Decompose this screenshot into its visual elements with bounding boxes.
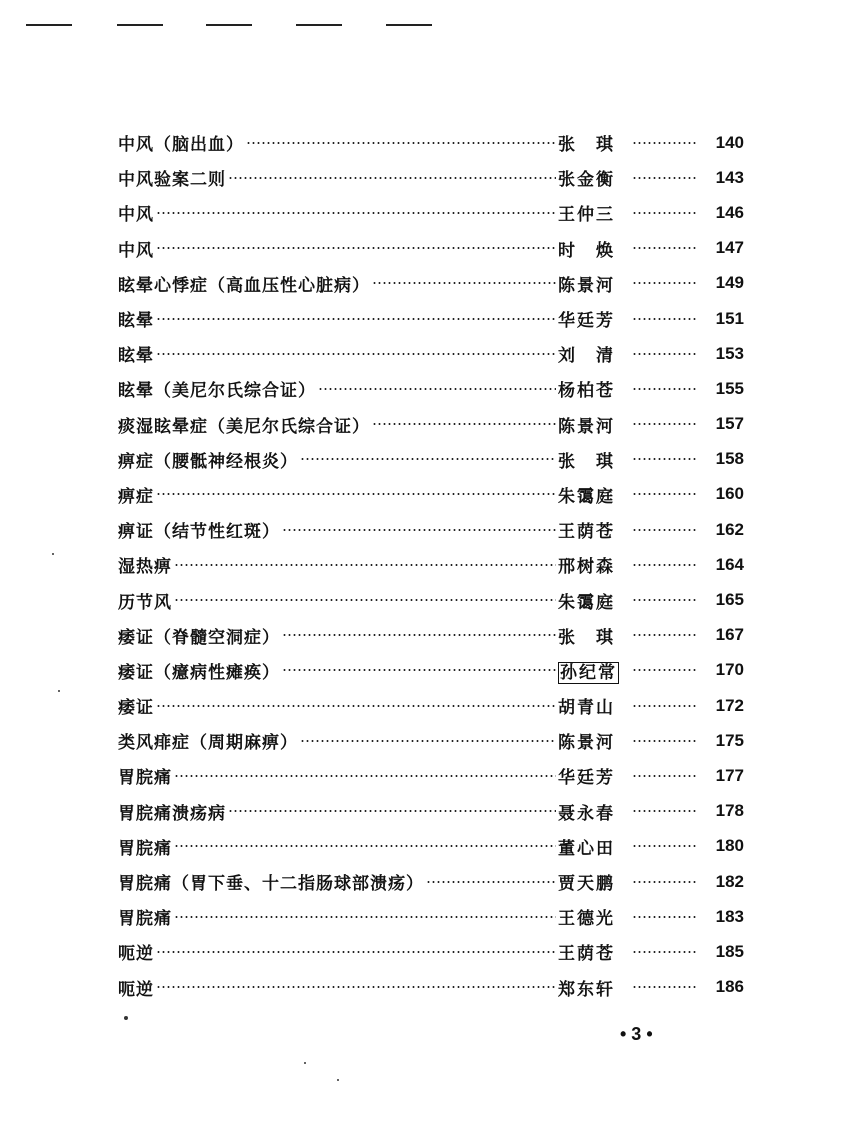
dot-leader — [174, 775, 556, 777]
toc-entry — [118, 794, 744, 829]
toc-entry-page: 160 — [715, 484, 744, 504]
toc-entry — [118, 618, 744, 653]
dot-leader — [300, 458, 556, 460]
toc-entry-author-text: 王荫苍 — [558, 944, 615, 965]
toc-entry-author-text: 王荫苍 — [558, 522, 615, 543]
toc-entry-title: 眩晕心悸症（高血压性心脏病） — [118, 275, 370, 296]
dot-leader — [228, 177, 556, 179]
dot-leader — [632, 740, 696, 742]
toc-entry-author-text: 邢树森 — [558, 557, 615, 578]
toc-entry-author-text: 王德光 — [558, 909, 615, 930]
toc-entry — [118, 512, 744, 547]
toc-entry-title: 眩晕（美尼尔氏综合证） — [118, 381, 316, 402]
toc-entry-author — [558, 306, 630, 331]
dot-leader — [372, 423, 556, 425]
toc-entry-title: 历节风 — [118, 592, 172, 613]
toc-entry-page: 164 — [715, 554, 744, 574]
toc-entry-author-text: 陈景河 — [558, 416, 615, 437]
toc-entry-page: 186 — [715, 977, 744, 997]
toc-entry-author-text: 华廷芳 — [558, 768, 615, 789]
dot-leader — [632, 247, 696, 249]
toc-entry — [118, 758, 744, 793]
toc-entry — [118, 266, 744, 301]
dot-leader — [156, 493, 556, 495]
dot-leader — [632, 916, 696, 918]
toc-entry-author — [558, 588, 630, 613]
dot-leader — [300, 740, 556, 742]
dot-leader — [632, 529, 696, 531]
dot-leader — [156, 353, 556, 355]
toc-entry-author — [558, 939, 630, 964]
dot-leader — [246, 142, 556, 144]
toc-entry — [118, 653, 744, 688]
toc-entry-title: 呃逆 — [118, 944, 154, 965]
toc-entry-title: 眩晕 — [118, 311, 154, 332]
toc-entry-page: 149 — [715, 273, 744, 293]
toc-entry-author — [558, 728, 630, 753]
toc-entry-author-text: 王仲三 — [558, 205, 615, 226]
dot-leader — [318, 388, 556, 390]
dot-leader — [632, 177, 696, 179]
scan-speck — [304, 1062, 306, 1064]
toc-entry-page: 175 — [715, 730, 744, 750]
toc-entry-title: 胃脘痛 — [118, 909, 172, 930]
dot-leader — [632, 318, 696, 320]
toc-entry — [118, 899, 744, 934]
toc-entry-author — [558, 200, 630, 225]
toc-entry-author — [558, 130, 630, 155]
toc-entry — [118, 934, 744, 969]
toc-entry-author-text: 时 焕 — [558, 240, 615, 261]
toc-entry-author-text: 张 琪 — [558, 627, 615, 648]
toc-entry-page: 146 — [715, 202, 744, 222]
toc-entry-title: 痿证 — [118, 698, 154, 719]
toc-entry-page: 140 — [715, 132, 744, 152]
toc-entry — [118, 442, 744, 477]
toc-entry-title: 眩晕 — [118, 346, 154, 367]
dot-leader — [156, 986, 556, 988]
table-of-contents — [118, 125, 744, 1005]
toc-entry-author-text: 郑东轩 — [558, 979, 615, 1000]
dot-leader — [632, 458, 696, 460]
scan-speck — [337, 1079, 339, 1081]
scan-speck — [124, 1016, 128, 1020]
dot-leader — [632, 423, 696, 425]
toc-entry — [118, 195, 744, 230]
dot-leader — [282, 529, 556, 531]
toc-entry-page: 157 — [715, 414, 744, 434]
dot-leader — [632, 669, 696, 671]
toc-entry-author — [558, 834, 630, 859]
toc-entry-author — [558, 341, 630, 366]
toc-entry-author-text: 刘 清 — [558, 346, 615, 367]
toc-entry-author-text: 陈景河 — [558, 275, 615, 296]
dot-leader — [632, 775, 696, 777]
dot-leader — [632, 845, 696, 847]
dot-leader — [156, 318, 556, 320]
toc-entry-title: 痿证（癔病性瘫痪） — [118, 662, 280, 683]
dot-leader — [156, 951, 556, 953]
dot-leader — [174, 916, 556, 918]
toc-entry-page: 185 — [715, 941, 744, 961]
toc-entry-title: 痹症（腰骶神经根炎） — [118, 451, 298, 472]
toc-entry — [118, 582, 744, 617]
toc-entry-author — [558, 517, 630, 542]
dot-leader — [632, 881, 696, 883]
dot-leader — [156, 705, 556, 707]
toc-entry-author — [558, 763, 630, 788]
toc-entry-author-text: 孙纪常 — [560, 662, 617, 683]
toc-entry-author-text: 张 琪 — [558, 135, 615, 156]
toc-entry-author-text: 张 琪 — [558, 451, 615, 472]
toc-entry-author-text: 陈景河 — [558, 733, 615, 754]
dot-leader — [156, 212, 556, 214]
dot-leader — [156, 247, 556, 249]
toc-entry-page: 162 — [715, 519, 744, 539]
toc-entry-title: 湿热痹 — [118, 557, 172, 578]
toc-entry — [118, 477, 744, 512]
toc-entry-page: 167 — [715, 625, 744, 645]
toc-entry — [118, 301, 744, 336]
toc-entry-author-text: 张金衡 — [558, 170, 615, 191]
toc-entry — [118, 160, 744, 195]
toc-entry-author — [558, 236, 630, 261]
toc-entry-author — [558, 412, 630, 437]
toc-entry — [118, 231, 744, 266]
toc-entry-author-text: 胡青山 — [558, 698, 615, 719]
toc-entry-page: 177 — [715, 765, 744, 785]
toc-entry-page: 151 — [715, 308, 744, 328]
dot-leader — [174, 599, 556, 601]
toc-entry — [118, 688, 744, 723]
dot-leader — [282, 634, 556, 636]
dot-leader — [426, 881, 556, 883]
toc-entry-page: 143 — [715, 167, 744, 187]
toc-entry-title: 中风验案二则 — [118, 170, 226, 191]
toc-entry-page: 182 — [715, 871, 744, 891]
toc-entry-title: 胃脘痛（胃下垂、十二指肠球部溃疡） — [118, 874, 424, 895]
toc-entry-author — [558, 693, 630, 718]
toc-entry — [118, 125, 744, 160]
dot-leader — [632, 810, 696, 812]
top-rule-4 — [296, 24, 342, 26]
dot-leader — [632, 951, 696, 953]
toc-entry-author — [558, 447, 630, 472]
toc-entry — [118, 829, 744, 864]
toc-entry-title: 胃脘痛 — [118, 768, 172, 789]
toc-entry-title: 胃脘痛 — [118, 838, 172, 859]
toc-entry-author — [558, 658, 630, 683]
toc-entry-page: 178 — [715, 801, 744, 821]
toc-entry-author — [558, 904, 630, 929]
toc-entry-author-text: 贾天鹏 — [558, 874, 615, 895]
dot-leader — [632, 634, 696, 636]
scan-speck — [58, 690, 60, 692]
toc-entry — [118, 547, 744, 582]
toc-entry-author — [558, 376, 630, 401]
toc-entry-author — [558, 482, 630, 507]
toc-entry-author — [558, 975, 630, 1000]
toc-entry-title: 中风 — [118, 205, 154, 226]
scan-speck — [52, 553, 54, 555]
dot-leader — [632, 986, 696, 988]
top-rule-5 — [386, 24, 432, 26]
dot-leader — [632, 388, 696, 390]
dot-leader — [228, 810, 556, 812]
dot-leader — [174, 845, 556, 847]
toc-entry-title: 痰湿眩晕症（美尼尔氏综合证） — [118, 416, 370, 437]
dot-leader — [632, 599, 696, 601]
toc-entry — [118, 371, 744, 406]
top-rule-2 — [117, 24, 163, 26]
dot-leader — [632, 282, 696, 284]
dot-leader — [632, 142, 696, 144]
toc-entry — [118, 336, 744, 371]
toc-entry-author — [558, 271, 630, 296]
toc-entry — [118, 864, 744, 899]
toc-entry-page: 170 — [715, 660, 744, 680]
toc-entry-author — [558, 165, 630, 190]
toc-entry-author-text: 朱霭庭 — [558, 486, 615, 507]
toc-entry-author-text: 聂永春 — [558, 803, 615, 824]
dot-leader — [632, 353, 696, 355]
page-number: • 3 • — [620, 1024, 653, 1044]
dot-leader — [632, 212, 696, 214]
toc-entry-author-text: 朱霭庭 — [558, 592, 615, 613]
toc-entry — [118, 407, 744, 442]
toc-entry-page: 147 — [715, 238, 744, 258]
toc-entry-author — [558, 869, 630, 894]
toc-entry-author — [558, 623, 630, 648]
toc-entry-author — [558, 552, 630, 577]
toc-entry-page: 183 — [715, 906, 744, 926]
toc-entry-title: 胃脘痛溃疡病 — [118, 803, 226, 824]
toc-entry-page: 180 — [715, 836, 744, 856]
top-rule-1 — [26, 24, 72, 26]
top-rule-3 — [206, 24, 252, 26]
dot-leader — [372, 282, 556, 284]
toc-entry-title: 中风（脑出血） — [118, 135, 244, 156]
dot-leader — [632, 564, 696, 566]
toc-entry-page: 158 — [715, 449, 744, 469]
toc-entry-author-text: 董心田 — [558, 838, 615, 859]
toc-entry-page: 172 — [715, 695, 744, 715]
toc-entry-author-text: 华廷芳 — [558, 311, 615, 332]
toc-entry-title: 痹证（结节性红斑） — [118, 522, 280, 543]
toc-entry-author-text: 杨柏苍 — [558, 381, 615, 402]
toc-entry-page: 153 — [715, 343, 744, 363]
toc-entry-title: 呃逆 — [118, 979, 154, 1000]
toc-entry — [118, 970, 744, 1005]
dot-leader — [632, 705, 696, 707]
toc-entry — [118, 723, 744, 758]
toc-entry-page: 165 — [715, 590, 744, 610]
toc-entry-page: 155 — [715, 378, 744, 398]
toc-entry-title: 类风痱症（周期麻痹） — [118, 733, 298, 754]
toc-entry-author — [558, 799, 630, 824]
toc-entry-title: 痿证（脊髓空洞症） — [118, 627, 280, 648]
dot-leader — [282, 669, 556, 671]
toc-entry-title: 痹症 — [118, 486, 154, 507]
toc-entry-title: 中风 — [118, 240, 154, 261]
dot-leader — [174, 564, 556, 566]
dot-leader — [632, 493, 696, 495]
